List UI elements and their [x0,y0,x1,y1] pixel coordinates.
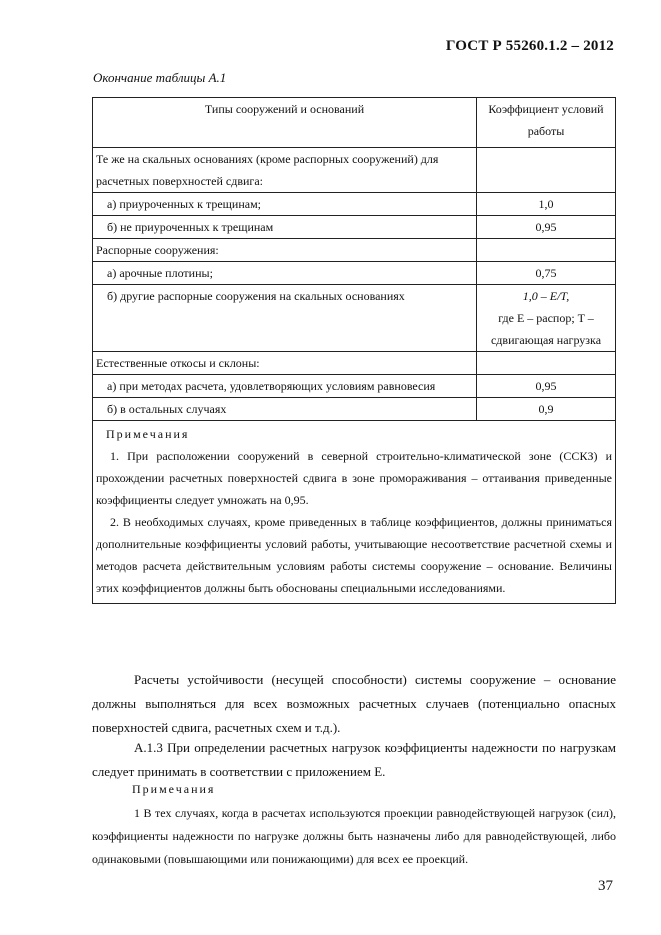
row-type: б) в остальных случаях [93,398,477,421]
body-paragraph: А.1.3 При определении расчетных нагрузок коэффициенты надежности по нагрузкам следует принимать в соответствии с приложением Е. [92,740,616,779]
note-item: 2. В необходимых случаях, кроме приведенных в таблице коэффициентов, должны приниматься дополнительные коэффициенты условий работы, учитывающие несоответствие расчетной схемы и методов расчета действительным условиям работы системы сооружение – основание. Величины этих коэффициентов должны быть обоснованы специальными исследованиями. [96,515,612,595]
table-row [93,193,616,216]
notes-title: Примечания [106,427,190,441]
col2-header: Коэффициент условий работы [477,98,616,148]
table-row [93,375,616,398]
page-number: 37 [598,878,613,894]
value-line: сдвигающая нагрузка [490,333,602,347]
coefficients-table [92,97,616,604]
body-paragraph: Расчеты устойчивости (несущей способности) системы сооружение – основание должны выполняться для всех возможных расчетных случаев (потенциально опасных поверхностей сдвига, расчетных схем и т.д.). [92,672,616,735]
table-caption: Окончание таблицы А.1 [93,70,227,85]
table-row [93,285,616,352]
table-header-row [93,98,616,148]
table-row [93,352,616,375]
row-type: а) при методах расчета, удовлетворяющих условиям равновесия [93,375,477,398]
row-value: 0,95 [477,216,616,239]
standard-header: ГОСТ Р 55260.1.2 – 2012 [445,38,614,54]
row-value: 0,95 [477,375,616,398]
table-row [93,148,616,193]
table-notes [93,421,616,604]
row-value [477,285,616,352]
row-value [477,239,616,262]
table-row [93,262,616,285]
table-row [93,398,616,421]
col1-header: Типы сооружений и оснований [93,98,477,148]
note-item: 1. При расположении сооружений в северной строительно-климатической зоне (ССКЗ) и прохождении расчетных поверхностей сдвига в зоне промораживания – оттаивания приведенные коэффициенты следует умножать на 0,95. [96,449,612,507]
row-value [477,352,616,375]
row-type: Естественные откосы и склоны: [93,352,477,375]
row-type: б) не приуроченных к трещинам [93,216,477,239]
table-row [93,239,616,262]
row-value: 1,0 [477,193,616,216]
value-line: где E – распор; T – [498,311,594,325]
note-paragraph: 1 В тех случаях, когда в расчетах используются проекции равнодействующей нагрузок (сил), коэффициенты надежности по нагрузке должны быть назначены либо для равнодействующей, либо одинаковыми (повышающими или понижающими) для всех ее проекций. [92,806,616,866]
notes-title: Примечания [132,782,216,796]
row-type: а) арочные плотины; [93,262,477,285]
table-row [93,216,616,239]
value-line: 1,0 – E/T, [522,289,570,303]
row-type: Те же на скальных основаниях (кроме распорных сооружений) для расчетных поверхностей сдвига: [93,148,477,193]
row-type: б) другие распорные сооружения на скальных основаниях [93,285,477,352]
row-value: 0,75 [477,262,616,285]
row-value [477,148,616,193]
row-value: 0,9 [477,398,616,421]
row-type: Распорные сооружения: [93,239,477,262]
row-type: а) приуроченных к трещинам; [93,193,477,216]
table-notes-row [93,421,616,604]
